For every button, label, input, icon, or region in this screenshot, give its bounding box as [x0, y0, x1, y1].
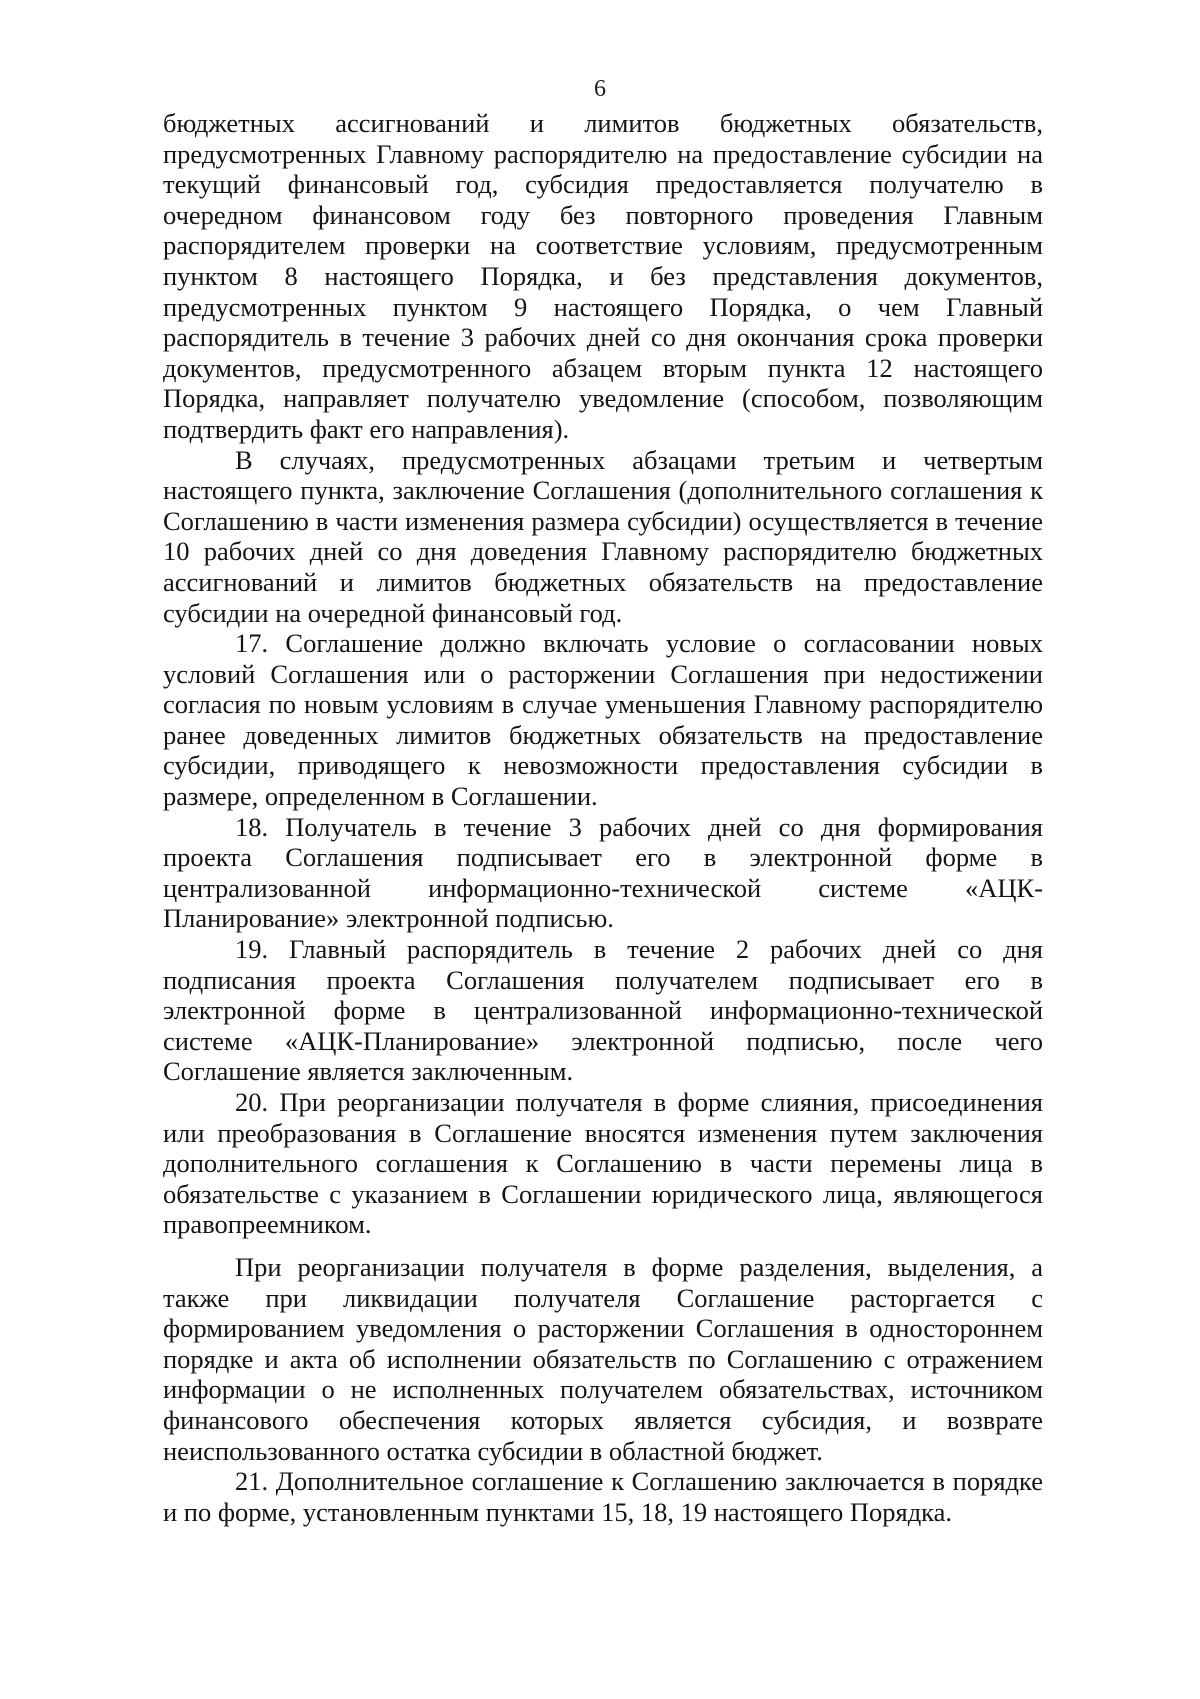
paragraph-item-20: 20. При реорганизации получателя в форме слияния, присоединения или преобразования в Соглашение вносятся изменения путем заключения дополнительного соглашения к Соглашению в части перемены лица в обязательстве с указанием в Соглашении юридического лица, являющегося правопреемником. — [163, 1087, 1043, 1240]
document-body — [163, 108, 1043, 1527]
paragraph-item-18: 18. Получатель в течение 3 рабочих дней со дня формирования проекта Соглашения подписывает его в электронной форме в централизованной информационно-технической системе «АЦК-Планирование» электронной подписью. — [163, 811, 1043, 934]
paragraph-item-21: 21. Дополнительное соглашение к Соглашению заключается в порядке и по форме, установленным пунктами 15, 18, 19 настоящего Порядка. — [163, 1466, 1043, 1527]
paragraph-continuation: бюджетных ассигнований и лимитов бюджетных обязательств, предусмотренных Главному распорядителю на предоставление субсидии на текущий финансовый год, субсидия предоставляется получателю в очередном финансовом году без повторного проведения Главным распорядителем проверки на соответствие условиям, предусмотренным пунктом 8 настоящего Порядка, и без представления документов, предусмотренных пунктом 9 настоящего Порядка, о чем Главный распорядитель в течение 3 рабочих дней со дня окончания срока проверки документов, предусмотренного абзацем вторым пункта 12 настоящего Порядка, направляет получателю уведомление (способом, позволяющим подтвердить факт его направления). — [163, 108, 1043, 444]
page-number: 6 — [594, 76, 606, 102]
paragraph-agreement-timing: В случаях, предусмотренных абзацами третьим и четвертым настоящего пункта, заключение Соглашения (дополнительного соглашения к Соглашению в части изменения размера субсидии) осуществляется в течение 10 рабочих дней со дня доведения Главному распорядителю бюджетных ассигнований и лимитов бюджетных обязательств на предоставление субсидии на очередной финансовый год. — [163, 444, 1043, 628]
paragraph-item-17: 17. Соглашение должно включать условие о согласовании новых условий Соглашения или о расторжении Соглашения при недостижении согласия по новым условиям в случае уменьшения Главному распорядителю ранее доведенных лимитов бюджетных обязательств на предоставление субсидии, приводящего к невозможности предоставления субсидии в размере, определенном в Соглашении. — [163, 628, 1043, 812]
paragraph-item-19: 19. Главный распорядитель в течение 2 рабочих дней со дня подписания проекта Соглашения получателем подписывает его в электронной форме в централизованной информационно-технической системе «АЦК-Планирование» электронной подписью, после чего Соглашение является заключенным. — [163, 934, 1043, 1087]
paragraph-reorganization: При реорганизации получателя в форме разделения, выделения, а также при ликвидации получателя Соглашение расторгается с формированием уведомления о расторжении Соглашения в одностороннем порядке и акта об исполнении обязательств по Соглашению с отражением информации о не исполненных получателем обязательствах, источником финансового обеспечения которых является субсидия, и возврате неиспользованного остатка субсидии в областной бюджет. — [163, 1251, 1043, 1466]
